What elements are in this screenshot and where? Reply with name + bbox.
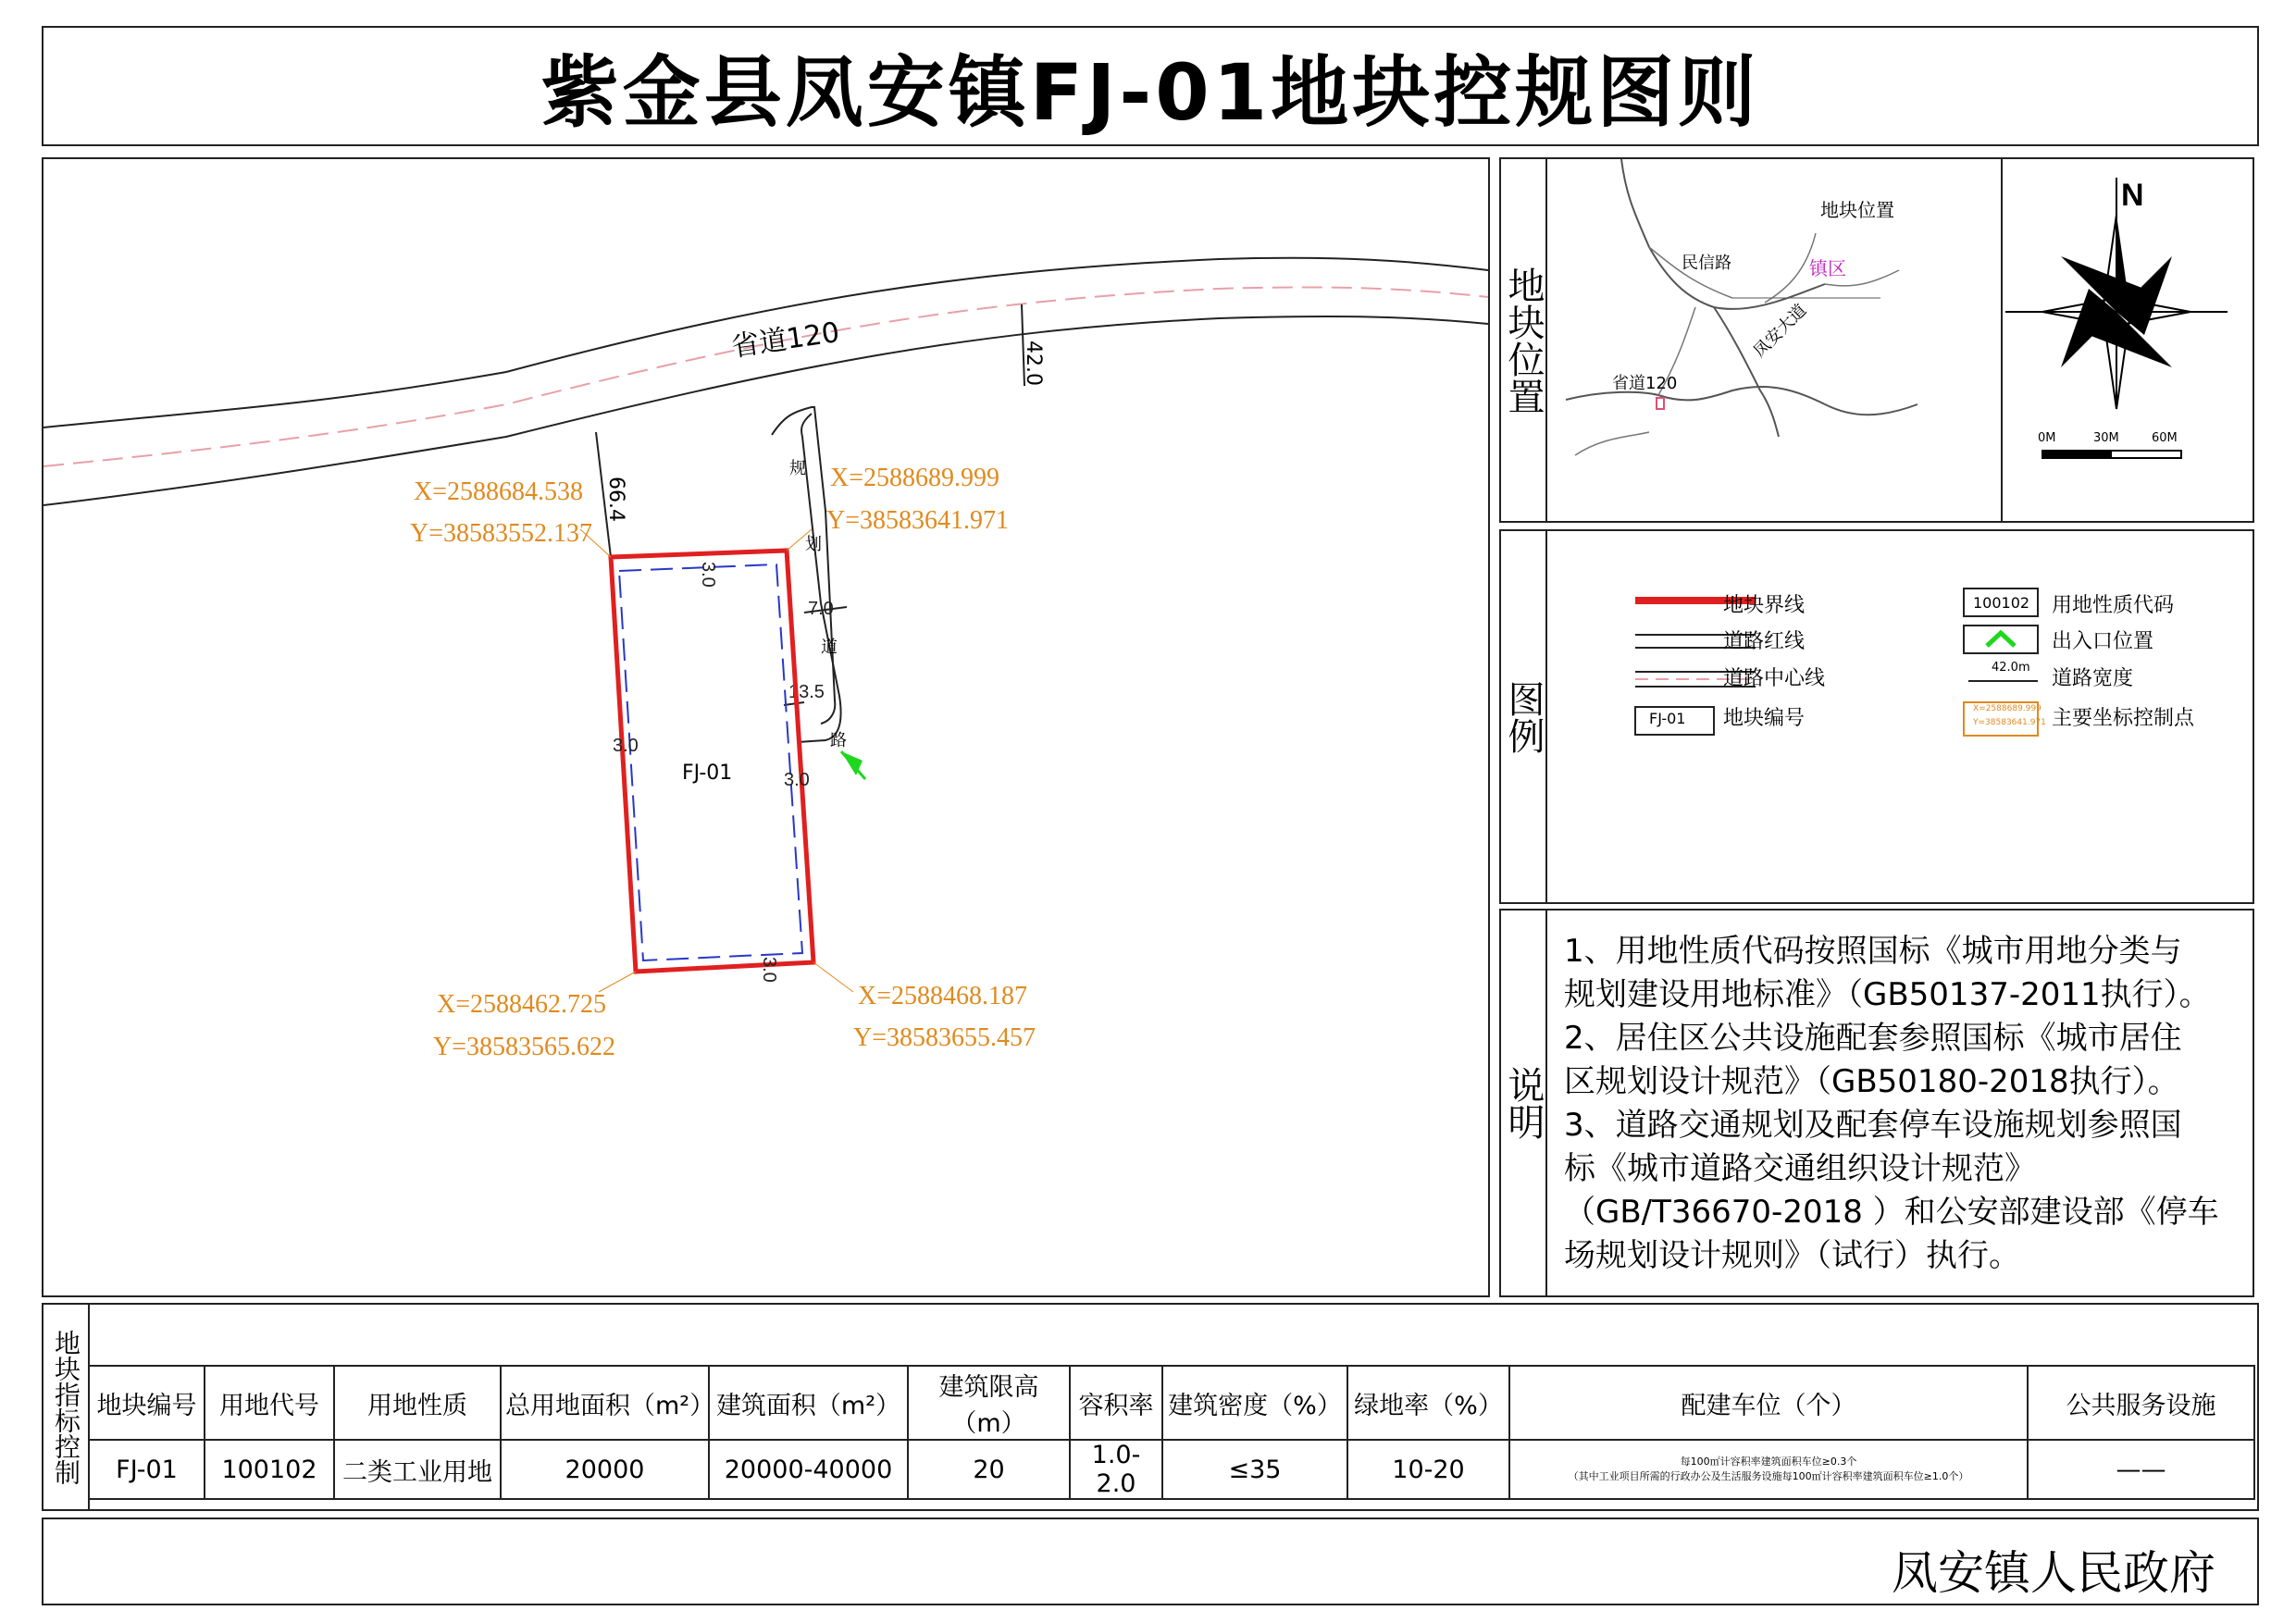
cell-parking [1509,1440,2028,1499]
note-line: 标《城市道路交通组织设计规范》 [1564,1150,2036,1187]
notes-text [1564,930,2230,1278]
plan-road-char-3: 道 [821,638,838,657]
col-header: 建筑限高（m） [908,1366,1070,1440]
plan-road-offset-dim [784,702,804,705]
cell-total-area: 20000 [501,1440,709,1499]
plan-road-char-4: 路 [830,731,847,750]
location-title: 地块位置 [1501,159,1547,521]
cell-land-code: 100102 [205,1440,334,1499]
note-line: 场规划设计规则》（试行）执行。 [1564,1237,2020,1274]
legend-boundary-label: 地块界线 [1723,594,1806,617]
cell-height-limit: 20 [908,1440,1070,1499]
legend-coord-label: 主要坐标控制点 [2052,707,2195,730]
page-title: 紫金县凤安镇FJ-01地块控规图则 [42,26,2259,146]
control-table-header [89,1366,2254,1440]
footer-panel [42,1518,2259,1605]
legend-centerline-label: 道路中心线 [1723,667,1826,690]
cell-green-ratio: 10-20 [1347,1440,1509,1499]
loc-label-fengan: 凤安大道 [1749,300,1811,362]
plan-road-char-1: 规 [789,459,806,478]
note-line: 1、用地性质代码按照国标《城市用地分类与 [1564,933,2182,970]
cell-public-service: —— [2028,1440,2254,1499]
north-label: N [2121,178,2144,213]
note-line: 3、道路交通规划及配套停车设施规划参照国 [1564,1107,2182,1144]
main-map-panel [42,157,1490,1297]
legend-entrance-label: 出入口位置 [2052,630,2154,653]
legend-redline-label: 道路红线 [1723,630,1806,653]
legend-parcel-code-sample: FJ-01 [1649,710,1686,727]
legend-landuse-label: 用地性质代码 [2052,594,2175,617]
table-row [89,1440,2254,1499]
setback-north-label: 66.4 [604,477,627,522]
setback-west-dim-label: 3.0 [613,736,639,756]
cell-density: ≤35 [1162,1440,1347,1499]
col-header: 用地性质 [334,1366,501,1440]
parcel-map [43,159,1488,1295]
plan-road-width-label: 7.0 [808,599,834,619]
loc-label-town: 镇区 [1809,257,1846,279]
note-line: 2、居住区公共设施配套参照国标《城市居住 [1564,1020,2182,1057]
parking-line-2: （其中工业项目所需的行政办公及生活服务设施每100㎡计容积率建筑面积车位≥1.0个） [1568,1470,1969,1482]
coord-ne-y: Y=38583641.971 [826,506,1010,535]
note-line: （GB/T36670-2018 ）和公安部建设部《停车 [1564,1194,2219,1231]
parking-line-1: 每100㎡计容积率建筑面积车位≥0.3个 [1680,1456,1857,1468]
legend-coord-sample-x: X=2588689.999 [1973,704,2042,713]
issuer-name: 凤安镇人民政府 [1892,1546,2215,1600]
cell-parcel-id: FJ-01 [89,1440,205,1499]
col-header: 地块编号 [89,1366,205,1440]
legend-landuse-sample: 100102 [1973,594,2030,612]
cell-far: 1.0-2.0 [1070,1440,1162,1499]
loc-label-minxin: 民信路 [1682,254,1731,273]
legend-roadwidth-label: 道路宽度 [2052,667,2134,690]
setback-east-dim-label: 3.0 [784,770,810,790]
cell-floor-area: 20000-40000 [709,1440,908,1499]
col-header: 建筑面积（m²） [709,1366,908,1440]
cell-land-use: 二类工业用地 [334,1440,501,1499]
scale-60: 60M [2152,431,2178,445]
setback-north-dim-label: 3.0 [698,562,718,588]
location-map [1547,159,2003,521]
col-header: 公共服务设施 [2028,1366,2254,1440]
coord-se-y: Y=38583655.457 [853,1023,1036,1052]
plan-road-offset-label: 13.5 [788,682,825,702]
location-panel [1499,157,2254,523]
col-header: 建筑密度（%） [1162,1366,1347,1440]
parcel-location-marker [1657,398,1664,409]
coord-nw-x: X=2588684.538 [414,477,584,506]
legend-panel [1499,529,2254,904]
col-header: 用地代号 [205,1366,334,1440]
col-header: 绿地率（%） [1347,1366,1509,1440]
coord-sw-x: X=2588462.725 [437,990,607,1019]
coord-se-x: X=2588468.187 [858,982,1028,1010]
legend-coord-sample-y: Y=38583641.971 [1973,718,2046,727]
plan-road-char-2: 划 [805,535,822,554]
north-arrow [2005,159,2253,521]
scale-30: 30M [2093,431,2119,445]
loc-label-parcel: 地块位置 [1820,199,1894,221]
legend-parcel-code-label: 地块编号 [1723,707,1806,730]
legend-title: 图例 [1501,531,1547,902]
setback-south-dim-label: 3.0 [759,957,779,983]
scale-0: 0M [2038,431,2056,445]
road-width-label: 42.0 [1022,341,1045,386]
col-header: 容积率 [1070,1366,1162,1440]
control-side-label: 地块指标控制 [43,1305,90,1509]
note-line: 区规划设计规范》（GB50180-2018执行）。 [1564,1063,2179,1100]
road-name-label: 省道120 [729,316,842,364]
coord-nw-y: Y=38583552.137 [410,519,593,548]
note-line: 规划建设用地标准》（GB50137-2011执行）。 [1564,976,2211,1013]
col-header: 配建车位（个） [1509,1366,2028,1440]
control-table [88,1365,2255,1500]
legend-roadwidth-sample: 42.0m [1992,661,2030,675]
coord-ne-x: X=2588689.999 [830,464,1000,492]
col-header: 总用地面积（m²） [501,1366,709,1440]
loc-label-road120: 省道120 [1612,374,1678,393]
notes-title: 说明 [1501,911,1547,1295]
parcel-id-label: FJ-01 [682,762,733,785]
coord-sw-y: Y=38583565.622 [433,1033,616,1061]
